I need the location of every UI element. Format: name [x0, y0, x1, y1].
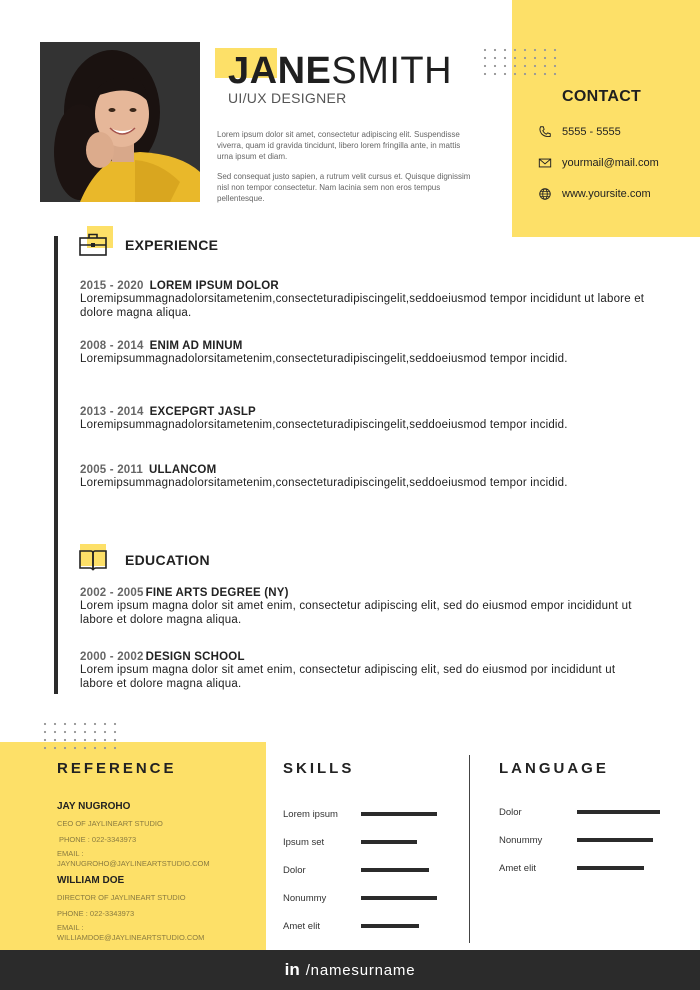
skill-label: Ipsum set [283, 836, 325, 848]
education-degree: DESIGN SCHOOL [145, 651, 245, 663]
reference-email-label: EMAIL : [57, 923, 84, 932]
reference-name: JAY NUGROHO [57, 801, 131, 812]
job-title: UI/UX DESIGNER [228, 90, 347, 106]
column-divider [469, 755, 470, 943]
globe-icon [538, 187, 552, 201]
skill-row [283, 884, 453, 912]
language-row [499, 798, 669, 826]
experience-role: ENIM AD MINUM [149, 340, 243, 352]
skill-row [283, 828, 453, 856]
phone-icon [538, 125, 552, 139]
language-label: Dolor [499, 806, 522, 818]
last-name: SMITH [331, 50, 453, 92]
education-title: EDUCATION [125, 552, 210, 568]
experience-desc: Loremipsummagnadolorsitametenim,consecteturadipiscingelit,seddoeiusmod tempor incidid. [80, 419, 568, 431]
education-years: 2002 - 2005 [80, 587, 144, 599]
experience-entry [80, 280, 650, 320]
bio-paragraph-1: Lorem ipsum dolor sit amet, consectetur adipiscing elit. Suspendisse viverra, quam id gravida tincidunt, libero lorem fringilla ante, in mattis urna ipsum et diam. [217, 130, 461, 161]
skill-bar [361, 812, 437, 816]
contact-phone-text: 5555 - 5555 [562, 126, 621, 138]
language-row [499, 826, 669, 854]
experience-role: LOREM IPSUM DOLOR [149, 280, 279, 292]
language-bar [577, 810, 660, 814]
contact-panel [512, 0, 700, 237]
experience-years: 2008 - 2014 [80, 340, 144, 352]
skill-label: Amet elit [283, 920, 320, 932]
experience-role: ULLANCOM [148, 464, 217, 476]
timeline-bar [54, 236, 58, 694]
contact-title: CONTACT [562, 88, 642, 105]
skill-bar [361, 896, 437, 900]
experience-entry [80, 464, 650, 490]
education-desc: Lorem ipsum magna dolor sit amet enim, consectetur adipiscing elit, sed do eiusmod por incididunt ut labore et dolore magna aliqua. [80, 664, 616, 690]
reference-phone: PHONE : 022-3343973 [57, 909, 135, 918]
reference-title: REFERENCE [57, 760, 177, 777]
skill-row [283, 856, 453, 884]
mail-icon [538, 156, 552, 170]
skills-title: SKILLS [283, 760, 355, 777]
decorative-dots [480, 46, 560, 78]
language-label: Nonummy [499, 834, 543, 846]
contact-email-text: yourmail@mail.com [562, 157, 659, 169]
education-degree: FINE ARTS DEGREE (NY) [145, 587, 289, 599]
skills-list [283, 800, 453, 940]
book-icon [78, 547, 108, 573]
experience-title: EXPERIENCE [125, 237, 219, 253]
skill-row [283, 800, 453, 828]
education-desc: Lorem ipsum magna dolor sit amet enim, consectetur adipiscing elit, sed do eiusmod empor incididunt ut labore et dolore magna aliqua. [80, 600, 632, 626]
reference-email-label: EMAIL : [57, 849, 84, 858]
full-name [228, 52, 452, 90]
briefcase-icon [78, 232, 108, 258]
language-row [499, 854, 669, 882]
first-name: JANE [228, 50, 332, 92]
linkedin-icon: in [284, 960, 300, 979]
experience-years: 2005 - 2011 [80, 464, 143, 476]
reference-email: JAYNUGROHO@JAYLINEARTSTUDIO.COM [57, 859, 210, 868]
education-years: 2000 - 2002 [80, 651, 144, 663]
skill-bar [361, 924, 419, 928]
skill-row [283, 912, 453, 940]
experience-entry [80, 340, 650, 366]
language-bar [577, 866, 644, 870]
experience-entry [80, 406, 650, 432]
footer-bar [0, 950, 700, 990]
profile-photo [40, 42, 200, 202]
reference-role: CEO OF JAYLINEART STUDIO [57, 819, 163, 828]
decorative-dots [40, 720, 120, 752]
contact-email [538, 156, 659, 170]
experience-desc: Loremipsummagnadolorsitametenim,consecteturadipiscingelit,seddoeiusmod tempor incidid. [80, 477, 568, 489]
experience-desc: Loremipsummagnadolorsitametenim,consecteturadipiscingelit,seddoeiusmod tempor incididunt ut labore et dolore magna aliqua. [80, 293, 645, 319]
experience-desc: Loremipsummagnadolorsitametenim,consecteturadipiscingelit,seddoeiusmod tempor incidid. [80, 353, 568, 365]
skill-bar [361, 840, 417, 844]
reference-name: WILLIAM DOE [57, 875, 125, 886]
skill-label: Nonummy [283, 892, 327, 904]
reference-email: WILLIAMDOE@JAYLINEARTSTUDIO.COM [57, 933, 205, 942]
contact-website-text: www.yoursite.com [562, 188, 651, 200]
language-list [499, 798, 669, 882]
bio-paragraph-2: Sed consequat justo sapien, a rutrum velit cursus et. Quisque dignissim nisl non tempor consectetur. Nam lacinia sem non eros tempus pellentesque. [217, 172, 471, 203]
contact-website [538, 187, 651, 201]
reference-phone: PHONE : 022-3343973 [59, 835, 137, 844]
experience-years: 2013 - 2014 [80, 406, 144, 418]
experience-role: EXCEPGRT JASLP [149, 406, 256, 418]
contact-phone [538, 125, 621, 139]
skill-label: Lorem ipsum [283, 808, 338, 820]
skill-label: Dolor [283, 864, 306, 876]
linkedin-handle[interactable]: /namesurname [305, 961, 416, 979]
language-label: Amet elit [499, 862, 536, 874]
language-bar [577, 838, 653, 842]
education-entry [80, 651, 650, 691]
language-title: LANGUAGE [499, 760, 609, 777]
portrait-image [40, 42, 200, 202]
reference-role: DIRECTOR OF JAYLINEART STUDIO [57, 893, 186, 902]
experience-years: 2015 - 2020 [80, 280, 144, 292]
skill-bar [361, 868, 429, 872]
education-entry [80, 587, 650, 627]
